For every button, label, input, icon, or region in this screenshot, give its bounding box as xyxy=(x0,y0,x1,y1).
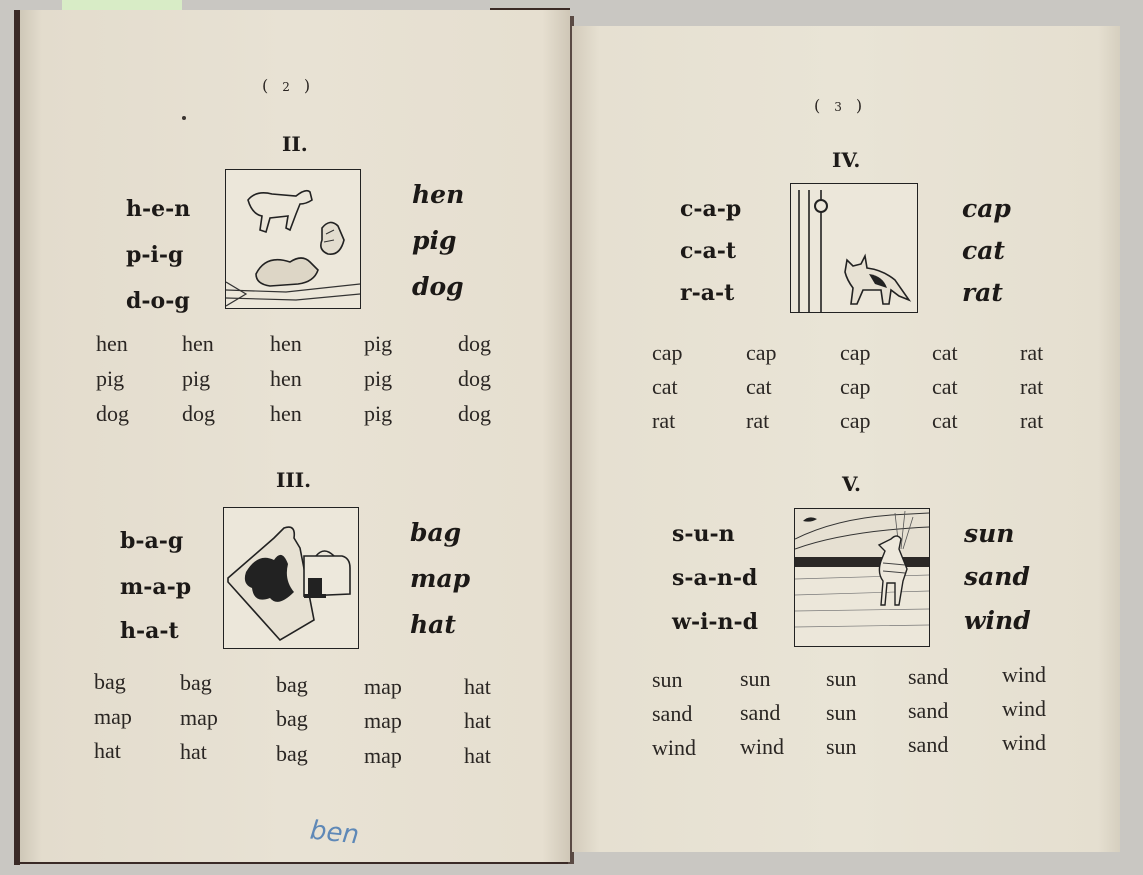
grid-word: wind xyxy=(652,735,696,760)
grid-word: wind xyxy=(740,734,784,759)
spelled-word: s-a-n-d xyxy=(672,565,758,591)
grid-word: hen xyxy=(182,331,214,356)
spelled-word: b-a-g xyxy=(120,528,184,554)
grid-word: cap xyxy=(840,374,871,399)
grid-word: dog xyxy=(96,401,129,426)
ink-speck xyxy=(182,116,186,120)
grid-word: sand xyxy=(908,664,949,689)
grid-word: hat xyxy=(180,739,207,764)
hen-pig-dog-illustration xyxy=(225,169,361,309)
grid-word: rat xyxy=(1020,340,1044,365)
bold-word: wind xyxy=(964,606,1031,635)
bold-word: dog xyxy=(412,272,464,301)
handwritten-note: ben xyxy=(308,815,361,851)
grid-word: cap xyxy=(652,340,683,365)
bold-word: hen xyxy=(412,180,465,209)
spelled-word: r-a-t xyxy=(680,280,735,306)
bold-word: map xyxy=(410,564,471,593)
grid-word: hen xyxy=(96,331,128,356)
page-number-value: 3 xyxy=(834,100,842,114)
grid-word: rat xyxy=(746,408,770,433)
section-numeral: IV. xyxy=(832,148,861,172)
spelled-word: m-a-p xyxy=(120,574,192,600)
right-page xyxy=(572,26,1120,852)
grid-word: cap xyxy=(840,340,871,365)
grid-word: rat xyxy=(652,408,676,433)
grid-word: pig xyxy=(364,366,393,391)
page-number: ( 3 ) xyxy=(814,96,863,115)
grid-word: sand xyxy=(652,701,693,726)
grid-word: map xyxy=(364,674,402,699)
left-page xyxy=(20,10,570,862)
grid-word: wind xyxy=(1002,730,1046,755)
grid-word: rat xyxy=(1020,374,1044,399)
grid-word: sun xyxy=(826,666,857,691)
grid-word: hen xyxy=(270,401,302,426)
grid-word: cat xyxy=(932,340,958,365)
grid-word: dog xyxy=(458,331,491,356)
spelled-word: d-o-g xyxy=(126,288,190,314)
grid-word: map xyxy=(94,704,132,729)
grid-word: hat xyxy=(464,674,491,699)
grid-word: bag xyxy=(276,672,308,697)
cat-by-door-illustration xyxy=(790,183,918,313)
grid-word: map xyxy=(364,708,402,733)
bold-word: sand xyxy=(964,562,1030,591)
girl-on-beach-illustration xyxy=(794,508,930,647)
spelled-word: c-a-p xyxy=(680,196,742,222)
grid-word: cap xyxy=(840,408,871,433)
bold-word: cap xyxy=(962,194,1011,223)
spelled-word: h-a-t xyxy=(120,618,179,644)
section-numeral: V. xyxy=(842,472,861,496)
page-number-value: 2 xyxy=(282,80,290,94)
spelled-word: w-i-n-d xyxy=(672,609,759,635)
grid-word: sun xyxy=(740,666,771,691)
grid-word: hat xyxy=(464,743,491,768)
grid-word: bag xyxy=(276,706,308,731)
section-numeral: III. xyxy=(276,468,312,492)
bag-map-hat-illustration xyxy=(223,507,359,649)
grid-word: dog xyxy=(458,401,491,426)
grid-word: sand xyxy=(908,732,949,757)
grid-word: pig xyxy=(96,366,125,391)
grid-word: sand xyxy=(740,700,781,725)
grid-word: hat xyxy=(94,738,121,763)
grid-word: wind xyxy=(1002,696,1046,721)
bold-word: rat xyxy=(962,278,1003,307)
grid-word: hen xyxy=(270,331,302,356)
bold-word: sun xyxy=(964,519,1015,548)
grid-word: cat xyxy=(932,408,958,433)
grid-word: cap xyxy=(746,340,777,365)
grid-word: hat xyxy=(464,708,491,733)
grid-word: cat xyxy=(652,374,678,399)
grid-word: cat xyxy=(932,374,958,399)
spelled-word: c-a-t xyxy=(680,238,737,264)
grid-word: map xyxy=(364,743,402,768)
spelled-word: s-u-n xyxy=(672,521,735,547)
grid-word: dog xyxy=(182,401,215,426)
grid-word: sun xyxy=(652,667,683,692)
spelled-word: p-i-g xyxy=(126,242,184,268)
bold-word: cat xyxy=(962,236,1005,265)
spelled-word: h-e-n xyxy=(126,196,191,222)
grid-word: pig xyxy=(364,401,393,426)
grid-word: sun xyxy=(826,700,857,725)
grid-word: wind xyxy=(1002,662,1046,687)
grid-word: sand xyxy=(908,698,949,723)
grid-word: pig xyxy=(364,331,393,356)
grid-word: bag xyxy=(276,741,308,766)
bold-word: hat xyxy=(410,610,456,639)
grid-word: pig xyxy=(182,366,211,391)
grid-word: bag xyxy=(94,669,126,694)
grid-word: rat xyxy=(1020,408,1044,433)
bold-word: bag xyxy=(410,518,462,547)
section-numeral: II. xyxy=(282,132,308,156)
grid-word: cat xyxy=(746,374,772,399)
grid-word: bag xyxy=(180,670,212,695)
grid-word: map xyxy=(180,705,218,730)
grid-word: sun xyxy=(826,734,857,759)
bold-word: pig xyxy=(412,226,457,255)
grid-word: dog xyxy=(458,366,491,391)
grid-word: hen xyxy=(270,366,302,391)
page-number: ( 2 ) xyxy=(262,76,311,95)
